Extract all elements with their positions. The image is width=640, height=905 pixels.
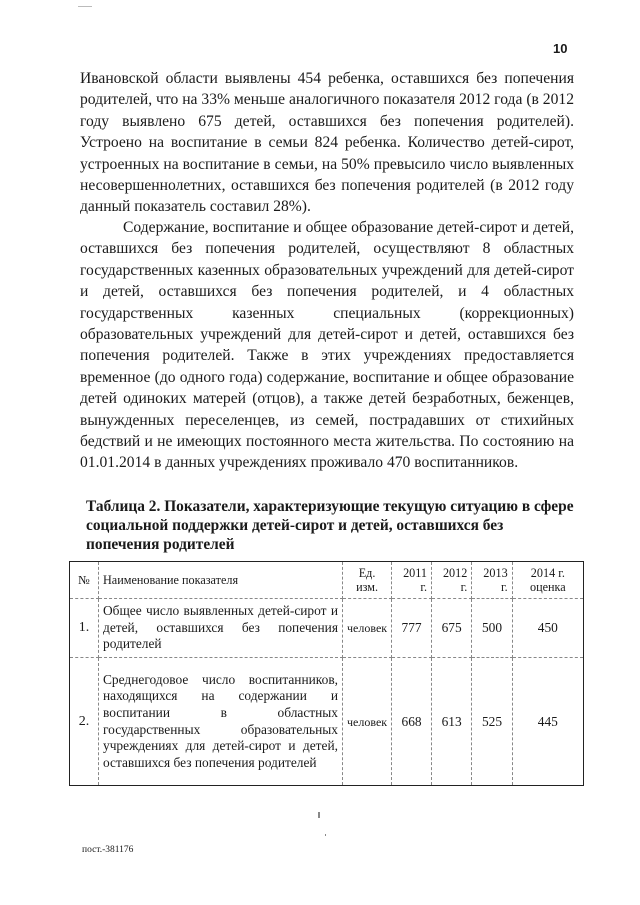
row-2012: 675 <box>432 599 472 658</box>
indicators-table <box>69 561 584 786</box>
header-2014: 2014 г. оценка <box>512 562 583 599</box>
row-unit: человек <box>343 599 392 658</box>
table-row <box>70 599 584 658</box>
row-2013: 500 <box>472 599 512 658</box>
row-2014: 450 <box>512 599 583 658</box>
paragraph-text: Ивановской области выявлены 454 ребенка, оставшихся без попечения родителей, что на 33% меньше аналогичного показателя 2012 года (в 2012 году выявлено 675 детей, оставшихся без попечения родителей). Устроено на воспитание в семьи 824 ребенка. Количество детей-сирот, устроенных на воспитание в семьи, на 50% превысило число выявленных несовершеннолетних, оставшихся без попечения родителей (в 2012 году данный показатель составил 28%). <box>80 70 574 216</box>
scan-artifact <box>325 834 326 836</box>
paragraph-text: Содержание, воспитание и общее образование детей-сирот и детей, оставшихся без попечения родителей, осуществляют 8 областных государственных казенных образовательных учреждений для детей-сирот и детей, оставшихся без попечения родителей, и 4 областных государственных казенных специальных (коррекционных) образовательных учреждений для детей-сирот и детей, оставшихся без попечения родителей. Также в этих учреждениях предоставляется временное (до одного года) содержание, воспитание и общее образование детей одиноких матерей (отцов), а также детей безработных, беженцев, вынужденных переселенцев, из семей, пострадавших от стихийных бедствий и не имеющих постоянного места жительства. По состоянию на 01.01.2014 в данных учреждениях проживало 470 воспитанников. <box>80 219 574 472</box>
row-num: 2. <box>70 658 99 786</box>
header-2011: 2011 г. <box>392 562 432 599</box>
table-caption: Таблица 2. Показатели, характеризующие текущую ситуацию в сфере социальной поддержки детей-сирот и детей, оставшихся без попечения родителей <box>86 498 574 553</box>
row-name: Общее число выявленных детей-сирот и детей, оставшихся без попечения родителей <box>99 599 343 658</box>
header-2012: 2012 г. <box>432 562 472 599</box>
header-unit: Ед. изм. <box>343 562 392 599</box>
paragraph-1 <box>80 68 574 218</box>
scan-artifact <box>78 6 92 7</box>
header-num: № <box>70 562 99 599</box>
row-unit: человек <box>343 658 392 786</box>
row-2013: 525 <box>472 658 512 786</box>
header-name: Наименование показателя <box>99 562 343 599</box>
row-name: Среднегодовое число воспитанников, находящихся на содержании и воспитании в областных государственных образовательных учреждениях для детей-сирот и детей, оставшихся без попечения родителей <box>99 658 343 786</box>
row-2012: 613 <box>432 658 472 786</box>
table-row <box>70 658 584 786</box>
scan-artifact <box>318 812 320 818</box>
row-2011: 668 <box>392 658 432 786</box>
row-num: 1. <box>70 599 99 658</box>
paragraph-2 <box>80 217 574 474</box>
row-2011: 777 <box>392 599 432 658</box>
page-number: 10 <box>553 41 568 56</box>
row-2014: 445 <box>512 658 583 786</box>
table-header-row <box>70 562 584 599</box>
header-2013: 2013 г. <box>472 562 512 599</box>
footer-code: пост.-381176 <box>82 845 134 855</box>
